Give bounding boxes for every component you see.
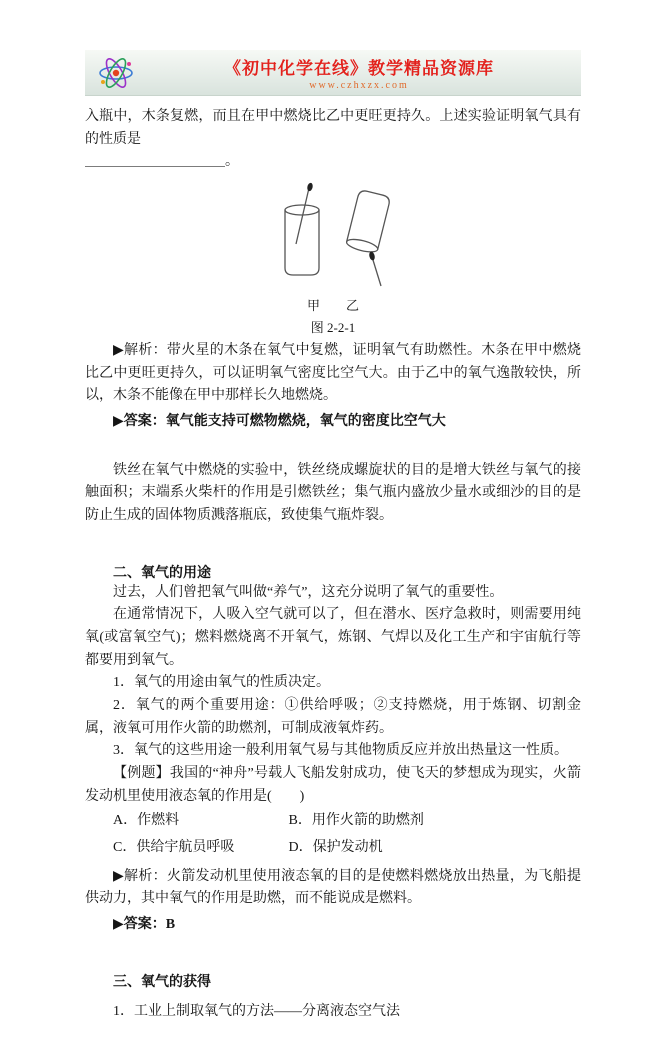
option-c: C．供给宇航员呼吸 [113,840,235,856]
analysis-2: ▶解析：火箭发动机里使用液态氧的目的是使燃料燃烧放出热量，为飞船提供动力，其中氧气的作用是助燃，而不能说成是燃料。 [85,868,581,907]
header-banner [85,50,581,96]
figure-2-2-1 [223,182,443,336]
site-url: www.czhxzx.com [309,80,409,91]
intro-line1: 入瓶中，木条复燃，而且在甲中燃烧比乙中更旺更持久。上述实验证明氧气具有的性质是 [85,109,581,147]
section2-p1: 过去，人们曾把氧气叫做“养气”，这充分说明了氧气的重要性。 [113,584,504,600]
spacer [85,434,581,460]
example-question: 【例题】我国的“神舟”号载人飞船发射成功，使飞天的梦想成为现实，火箭发动机里使用液态氧的作用是( ) [85,766,581,804]
section2-p5: 3．氧气的这些用途一般利用氧气易与其他物质反应并放出热量这一性质。 [113,743,568,759]
iron-wire-paragraph: 铁丝在氧气中燃烧的实验中，铁丝绕成螺旋状的目的是增大铁丝与氧气的接触面积；末端系火柴杆的作用是引燃铁丝；集气瓶内盛放少量水或细沙的目的是防止生成的固体物质溅落瓶底，致使集气瓶炸裂。 [85,462,581,524]
answer-1: ▶答案：氧气能支持可燃物燃烧，氧气的密度比空气大 [113,414,446,430]
spacer [85,528,581,562]
section2-p2: 在通常情况下，人吸入空气就可以了，但在潜水、医疗急救时，则需要用纯氧(或富氧空气)；燃料燃烧离不开氧气，炼钢、气焊以及化工生产和宇宙航行等都要用到氧气。 [85,607,581,668]
spacer [85,937,581,971]
option-a: A．作燃料 [113,813,180,829]
figure-labels [223,295,443,314]
options-row-ab [85,808,581,835]
label-jia: 甲 [306,298,320,314]
site-logo-icon [93,52,139,94]
option-b: B．用作火箭的助燃剂 [288,813,424,829]
bottles-experiment-illustration [223,182,443,294]
intro-paragraph [85,106,581,174]
fill-in-blank: ＿＿＿＿＿＿＿＿＿＿。 [85,154,239,170]
spacer [85,991,581,1001]
answer-2: ▶答案：B [113,916,176,932]
figure-caption: 图 2-2-1 [310,320,356,336]
option-d: D．保护发动机 [288,840,383,856]
section3-heading: 三、氧气的获得 [113,974,211,990]
options-row-cd [85,835,581,862]
section2-heading: 二、氧气的用途 [113,565,211,581]
site-title: 《初中化学在线》教学精品资源库 [224,59,494,78]
section2-p3: 1．氧气的用途由氧气的性质决定。 [113,675,330,691]
section2-p4: 2．氧气的两个重要用途：①供给呼吸；②支持燃烧，用于炼钢、切割金属，液氧可用作火箭的助燃剂，可制成液氧炸药。 [85,698,581,736]
section3-p1: 1．工业上制取氧气的方法——分离液态空气法 [113,1003,400,1019]
label-yi: 乙 [346,298,360,314]
analysis-1: ▶解析：带火星的木条在氧气中复燃，证明氧气有助燃性。木条在甲中燃烧比乙中更旺更持久，可以证明氧气密度比空气大。由于乙中的氧气逸散较快，所以，木条不能像在甲中那样长久地燃烧。 [85,343,581,404]
